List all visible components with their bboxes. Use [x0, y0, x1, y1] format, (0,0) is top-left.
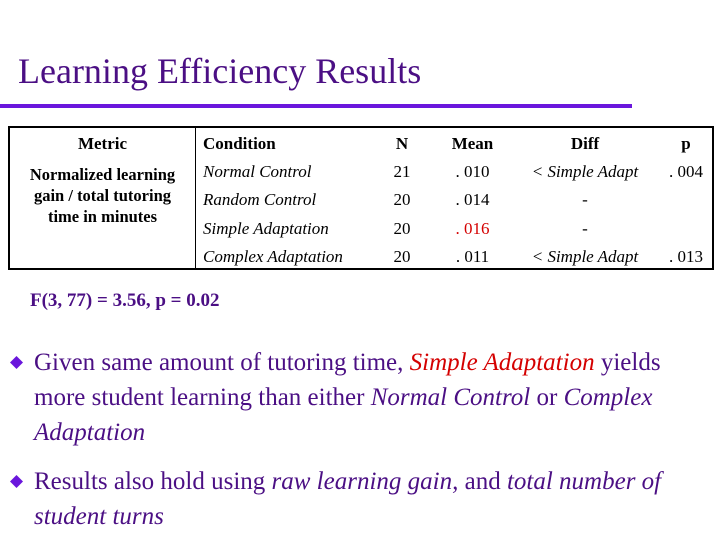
- bullet-point: [10, 345, 710, 450]
- bullet-emphasis: Complex Adaptation: [34, 384, 653, 446]
- bullet-text-part: Results also hold using: [34, 468, 272, 495]
- row-3-diff: -: [582, 219, 588, 238]
- metric-line: Normalized learning: [29, 165, 176, 184]
- bullet-text-part: yields more student learning than either: [34, 349, 661, 411]
- anova-statistic: F(3, 77) = 3.56, p = 0.02: [30, 290, 220, 311]
- row-4-p: . 013: [669, 247, 703, 266]
- header-condition: Condition: [203, 134, 276, 153]
- row-1-p: . 004: [669, 162, 703, 181]
- bullet-emphasis: Simple Adaptation: [409, 349, 595, 376]
- row-1-condition: Normal Control: [203, 162, 312, 181]
- row-3-n: 20: [393, 219, 411, 238]
- metric-line: gain / total tutoring: [33, 186, 172, 205]
- metric-description: [10, 164, 195, 227]
- bullet-text: [34, 345, 710, 450]
- bullet-text: [34, 464, 710, 534]
- row-4-n: 20: [393, 247, 411, 266]
- row-4-mean: . 011: [455, 247, 490, 266]
- slide-title: Learning Efficiency Results: [18, 51, 422, 91]
- diamond-bullet-icon: [10, 475, 23, 488]
- diamond-bullet-icon: [10, 356, 23, 369]
- header-p: p: [681, 134, 691, 153]
- bullet-emphasis: raw learning gain,: [271, 468, 459, 495]
- metric-line: time in minutes: [47, 207, 158, 226]
- row-2-diff: -: [582, 190, 588, 209]
- header-mean: Mean: [451, 134, 494, 153]
- bullet-text-part: and: [458, 468, 507, 495]
- row-1-n: 21: [393, 162, 411, 181]
- header-diff: Diff: [570, 134, 600, 153]
- table-column-divider: [195, 128, 196, 268]
- row-2-condition: Random Control: [203, 190, 317, 209]
- row-4-diff: < Simple Adapt: [531, 247, 639, 266]
- results-table: [8, 126, 714, 270]
- header-n: N: [395, 134, 409, 153]
- header-metric: Metric: [77, 134, 128, 153]
- bullet-emphasis: total number of student turns: [34, 468, 662, 530]
- bullet-point: [10, 464, 710, 534]
- row-3-mean: . 016: [455, 219, 490, 238]
- bullet-text-part: or: [530, 384, 564, 411]
- row-4-condition: Complex Adaptation: [203, 247, 343, 266]
- bullet-emphasis: Normal Control: [370, 384, 531, 411]
- title-underline: [0, 104, 632, 108]
- row-2-n: 20: [393, 190, 411, 209]
- row-2-mean: . 014: [455, 190, 490, 209]
- row-3-condition: Simple Adaptation: [203, 219, 329, 238]
- row-1-mean: . 010: [455, 162, 490, 181]
- bullet-text-part: Given same amount of tutoring time,: [34, 349, 410, 376]
- row-1-diff: < Simple Adapt: [531, 162, 639, 181]
